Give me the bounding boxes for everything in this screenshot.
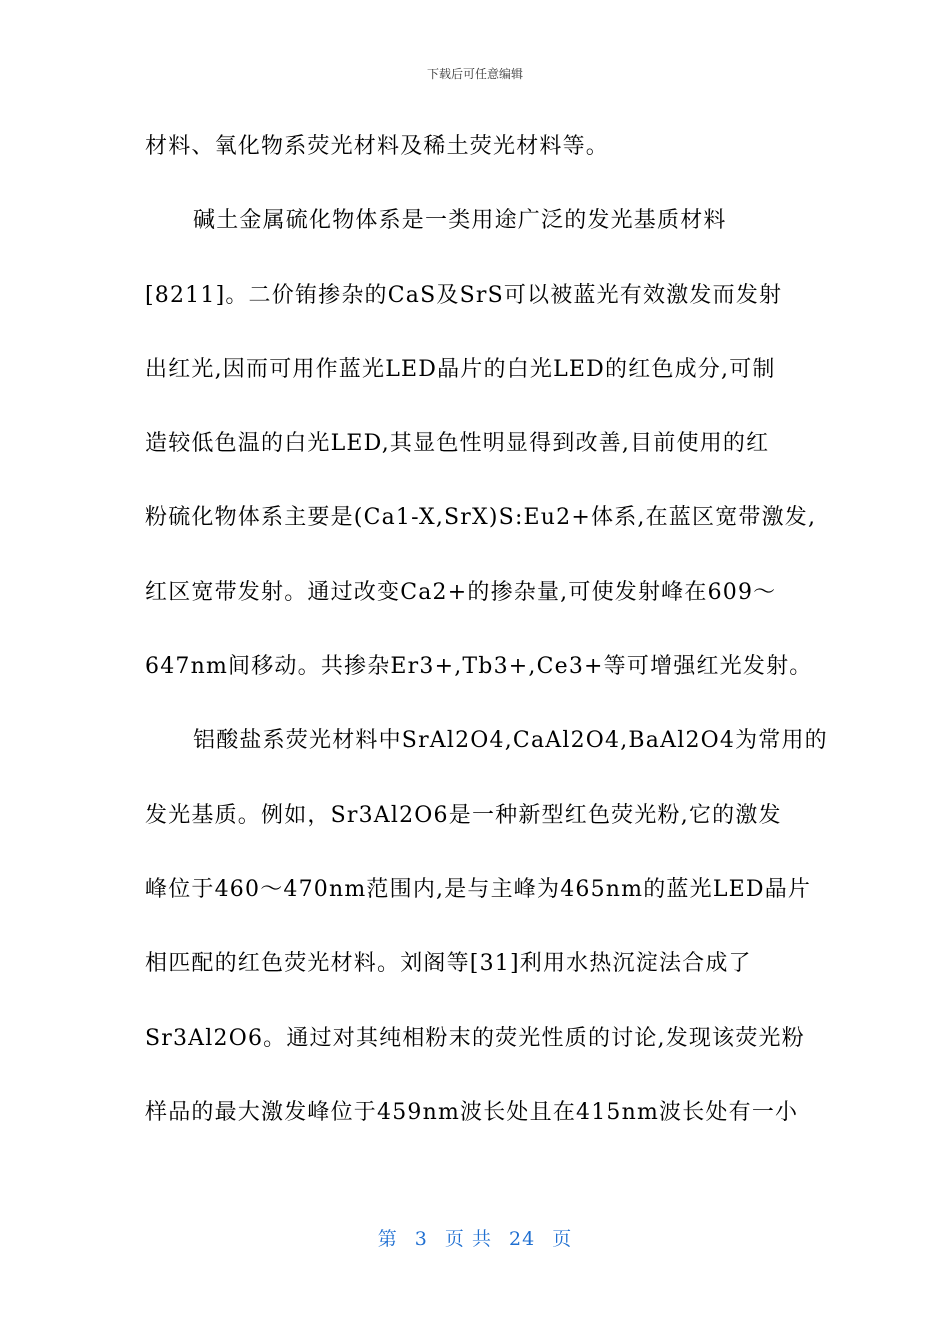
document-body (145, 125, 828, 1165)
text-line: 样品的最大激发峰位于459nm波长处且在415nm波长处有一小 (145, 1099, 799, 1125)
text-line: 相匹配的红色荧光材料。刘阁等[31]利用水热沉淀法合成了 (145, 951, 752, 977)
text-line: 647nm间移动。共掺杂Er3+,Tb3+,Ce3+等可增强红光发射。 (145, 654, 813, 680)
page-header: 下载后可任意编辑 (426, 67, 523, 81)
current-page-number: 3 (414, 1228, 428, 1250)
text-line: 出红光,因而可用作蓝光LED晶片的白光LED的红色成分,可制 (145, 356, 776, 382)
text-line: 发光基质。例如，Sr3Al2O6是一种新型红色荧光粉,它的激发 (145, 802, 782, 828)
text-line: 铝酸盐系荧光材料中SrAl2O4,CaAl2O4,BaAl2O4为常用的 (193, 728, 828, 754)
footer-suffix: 页 (552, 1228, 573, 1250)
text-line: Sr3Al2O6。通过对其纯相粉末的荧光性质的讨论,发现该荧光粉 (145, 1025, 805, 1051)
footer-prefix: 第 (377, 1228, 398, 1250)
page-footer (0, 1225, 950, 1253)
text-line: [8211]。二价铕掺杂的CaS及SrS可以被蓝光有效激发而发射 (145, 282, 783, 308)
text-line: 碱土金属硫化物体系是一类用途广泛的发光基质材料 (193, 208, 727, 234)
footer-middle: 页 共 (444, 1228, 492, 1250)
text-line: 峰位于460～470nm范围内,是与主峰为465nm的蓝光LED晶片 (145, 876, 812, 902)
text-line: 红区宽带发射。通过改变Ca2+的掺杂量,可使发射峰在609～ (145, 579, 777, 605)
text-line: 造较低色温的白光LED,其显色性明显得到改善,目前使用的红 (145, 431, 770, 457)
text-line: 材料、氧化物系荧光材料及稀土荧光材料等。 (145, 134, 610, 159)
total-page-count: 24 (509, 1228, 536, 1250)
text-line: 粉硫化物体系主要是(Ca1-X,SrX)S:Eu2+体系,在蓝区宽带激发, (145, 505, 817, 531)
